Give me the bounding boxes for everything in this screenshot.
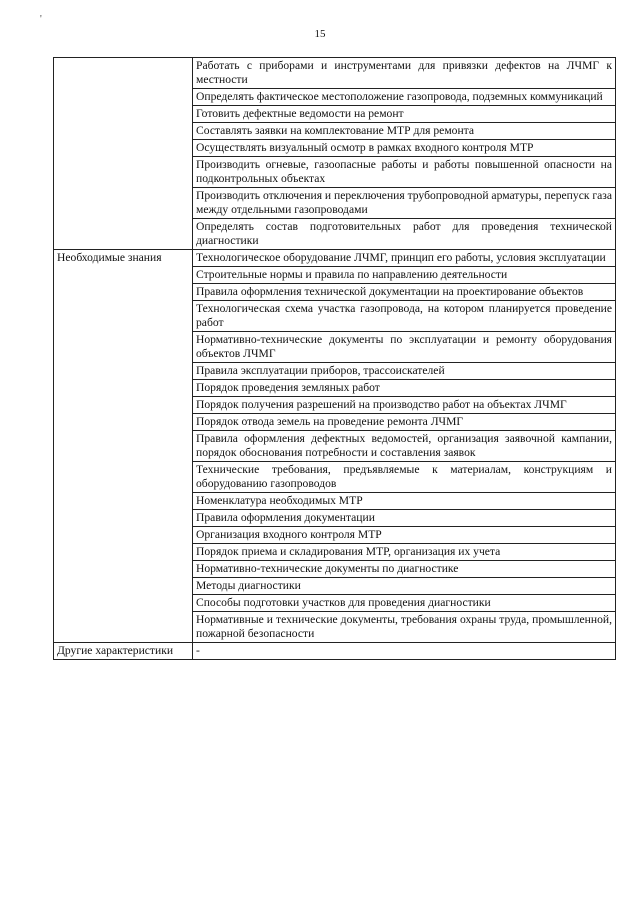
requirement-item <box>193 595 616 612</box>
requirement-text: Методы диагностики <box>196 579 301 592</box>
requirement-text: Осуществлять визуальный осмотр в рамках входного контроля МТР <box>196 141 534 154</box>
requirement-text: - <box>196 644 200 657</box>
requirement-text: Определять фактическое местоположение газопровода, подземных коммуникаций <box>196 90 603 103</box>
requirement-text: Организация входного контроля МТР <box>196 528 382 541</box>
table-row <box>54 643 616 660</box>
requirement-text: Готовить дефектные ведомости на ремонт <box>196 107 404 120</box>
requirement-item <box>193 267 616 284</box>
requirement-item <box>193 578 616 595</box>
requirement-text: Порядок приема и складирования МТР, организация их учета <box>196 545 501 558</box>
requirement-text: Порядок проведения земляных работ <box>196 381 380 394</box>
requirement-text: Работать с приборами и инструментами для привязки дефектов на ЛЧМГ к местности <box>196 59 612 86</box>
page-number: 15 <box>314 28 326 40</box>
requirement-item <box>193 380 616 397</box>
requirement-text: Порядок отвода земель на проведение ремонта ЛЧМГ <box>196 415 464 428</box>
requirement-text: Правила эксплуатации приборов, трассоискателей <box>196 364 445 377</box>
requirement-text: Строительные нормы и правила по направлению деятельности <box>196 268 508 281</box>
requirement-text: Нормативные и технические документы, требования охраны труда, промышленной, пожарной безопасности <box>196 613 612 640</box>
requirement-text: Технические требования, предъявляемые к материалам, конструкциям и оборудованию газопроводов <box>196 463 612 490</box>
requirement-item <box>193 561 616 578</box>
requirement-text: Нормативно-технические документы по диагностике <box>196 562 459 575</box>
section-label: Необходимые знания <box>54 250 193 643</box>
requirement-item <box>193 332 616 363</box>
requirement-item <box>193 493 616 510</box>
requirement-item <box>193 106 616 123</box>
requirement-text: Нормативно-технические документы по эксплуатации и ремонту оборудования объектов ЛЧМГ <box>196 333 612 360</box>
requirement-text: Правила оформления документации <box>196 511 375 524</box>
requirement-text: Технологическая схема участка газопровода, на котором планируется проведение работ <box>196 302 612 329</box>
requirement-text: Порядок получения разрешений на производство работ на объектах ЛЧМГ <box>196 398 567 411</box>
requirement-item <box>193 89 616 106</box>
requirement-item <box>193 219 616 250</box>
requirement-item <box>193 188 616 219</box>
requirement-item <box>193 544 616 561</box>
requirement-item <box>193 431 616 462</box>
requirement-item <box>193 301 616 332</box>
requirement-item <box>193 123 616 140</box>
requirement-item <box>193 643 616 660</box>
requirement-item <box>193 397 616 414</box>
requirement-item <box>193 284 616 301</box>
requirement-item <box>193 140 616 157</box>
requirement-text: Правила оформления дефектных ведомостей, организация заявочной кампании, порядок обоснования потребности и составления заявок <box>196 432 612 459</box>
requirement-text: Технологическое оборудование ЛЧМГ, принцип его работы, условия эксплуатации <box>196 251 606 264</box>
requirement-text: Производить отключения и переключения трубопроводной арматуры, перепуск газа между отдельными газопроводами <box>196 189 612 216</box>
requirement-item <box>193 527 616 544</box>
requirement-item <box>193 612 616 643</box>
requirement-text: Способы подготовки участков для проведения диагностики <box>196 596 491 609</box>
section-label: Другие характеристики <box>54 643 193 660</box>
table-row <box>54 58 616 89</box>
requirement-text: Номенклатура необходимых МТР <box>196 494 363 507</box>
requirement-item <box>193 462 616 493</box>
requirement-text: Правила оформления технической документации на проектирование объектов <box>196 285 584 298</box>
requirement-text: Производить огневые, газоопасные работы и работы повышенной опасности на подконтрольных объектах <box>196 158 612 185</box>
scan-mark: ' <box>40 14 42 25</box>
table-row <box>54 250 616 267</box>
requirement-item <box>193 58 616 89</box>
requirement-text: Составлять заявки на комплектование МТР для ремонта <box>196 124 475 137</box>
requirement-item <box>193 510 616 527</box>
table-body <box>54 58 616 660</box>
requirement-item <box>193 250 616 267</box>
qualification-table <box>53 57 616 660</box>
requirement-item <box>193 414 616 431</box>
requirement-item <box>193 363 616 380</box>
requirement-item <box>193 157 616 188</box>
section-label <box>54 58 193 250</box>
requirement-text: Определять состав подготовительных работ для проведения технической диагностики <box>196 220 612 247</box>
